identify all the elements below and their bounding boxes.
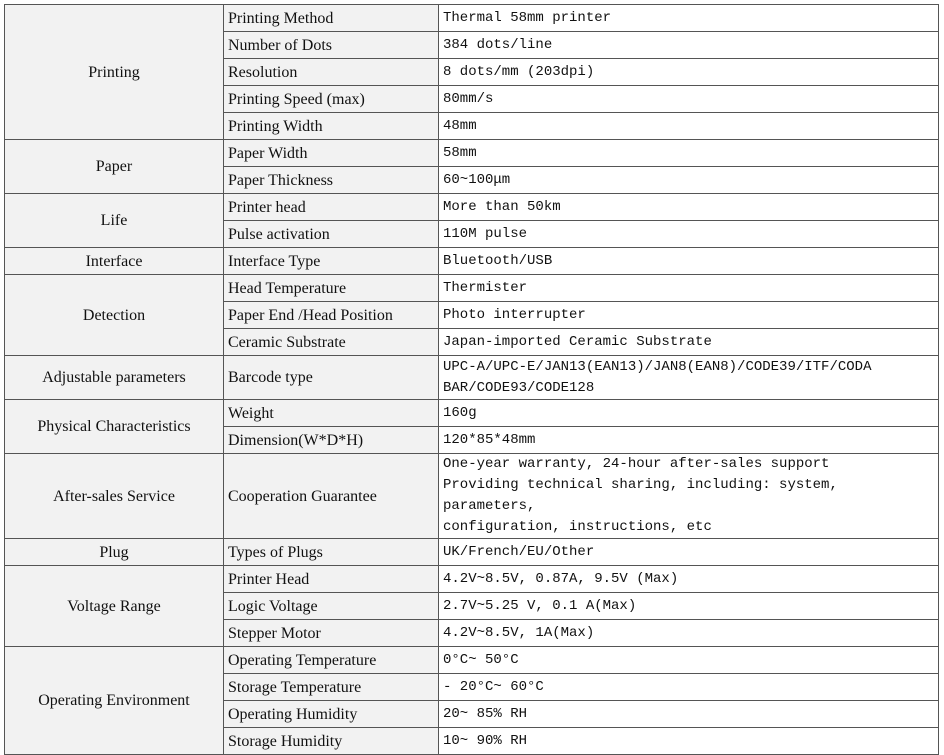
param-value: 4.2V~8.5V, 1A(Max) [439, 620, 939, 647]
category-paper: Paper [5, 140, 224, 194]
table-row [5, 356, 939, 400]
table-row [5, 566, 939, 593]
table-row [5, 454, 939, 539]
param-value: 48mm [439, 113, 939, 140]
param-value: 160g [439, 400, 939, 427]
param-value: 10~ 90% RH [439, 728, 939, 755]
param-label: Interface Type [224, 248, 439, 275]
param-label: Operating Humidity [224, 701, 439, 728]
category-after-sales-service: After-sales Service [5, 454, 224, 539]
value-line: BAR/CODE93/CODE128 [443, 379, 595, 396]
param-label: Weight [224, 400, 439, 427]
param-label: Printing Method [224, 5, 439, 32]
param-label: Paper Thickness [224, 167, 439, 194]
param-value: UK/French/EU/Other [439, 539, 939, 566]
param-label: Storage Temperature [224, 674, 439, 701]
param-value: 58mm [439, 140, 939, 167]
table-row [5, 647, 939, 674]
param-value: 384 dots/line [439, 32, 939, 59]
param-value: 60~100μm [439, 167, 939, 194]
param-label: Barcode type [224, 356, 439, 400]
param-value: 0°C~ 50°C [439, 647, 939, 674]
category-printing: Printing [5, 5, 224, 140]
param-value: 4.2V~8.5V, 0.87A, 9.5V (Max) [439, 566, 939, 593]
category-life: Life [5, 194, 224, 248]
category-plug: Plug [5, 539, 224, 566]
table-row [5, 400, 939, 427]
param-value: Thermister [439, 275, 939, 302]
param-label: Head Temperature [224, 275, 439, 302]
param-value: Thermal 58mm printer [439, 5, 939, 32]
param-value: 8 dots/mm (203dpi) [439, 59, 939, 86]
param-label: Paper End /Head Position [224, 302, 439, 329]
param-value: 20~ 85% RH [439, 701, 939, 728]
param-label: Pulse activation [224, 221, 439, 248]
value-line: configuration, instructions, etc [443, 519, 712, 535]
param-value [439, 356, 939, 400]
table-row [5, 275, 939, 302]
param-label: Logic Voltage [224, 593, 439, 620]
param-label: Printing Width [224, 113, 439, 140]
param-label: Cooperation Guarantee [224, 454, 439, 539]
category-voltage-range: Voltage Range [5, 566, 224, 647]
param-label: Printer head [224, 194, 439, 221]
category-detection: Detection [5, 275, 224, 356]
param-value: More than 50km [439, 194, 939, 221]
param-label: Printing Speed (max) [224, 86, 439, 113]
param-value: 2.7V~5.25 V, 0.1 A(Max) [439, 593, 939, 620]
param-label: Storage Humidity [224, 728, 439, 755]
value-line: UPC-A/UPC-E/JAN13(EAN13)/JAN8(EAN8)/CODE39/ITF/CODA [443, 358, 872, 375]
param-value: - 20°C~ 60°C [439, 674, 939, 701]
value-line: One-year warranty, 24-hour after-sales support [443, 456, 830, 472]
table-row [5, 140, 939, 167]
param-value: 110M pulse [439, 221, 939, 248]
param-label: Number of Dots [224, 32, 439, 59]
param-label: Types of Plugs [224, 539, 439, 566]
value-line: Providing technical sharing, including: system, parameters, [443, 477, 838, 514]
param-value: 80mm/s [439, 86, 939, 113]
param-label: Stepper Motor [224, 620, 439, 647]
category-operating-environment: Operating Environment [5, 647, 224, 755]
table-row [5, 248, 939, 275]
param-value: 120*85*48mm [439, 427, 939, 454]
param-label: Dimension(W*D*H) [224, 427, 439, 454]
param-label: Paper Width [224, 140, 439, 167]
param-value: Japan-imported Ceramic Substrate [439, 329, 939, 356]
param-label: Operating Temperature [224, 647, 439, 674]
category-interface: Interface [5, 248, 224, 275]
table-row [5, 5, 939, 32]
param-label: Resolution [224, 59, 439, 86]
category-adjustable-parameters: Adjustable parameters [5, 356, 224, 400]
table-row [5, 539, 939, 566]
table-row [5, 194, 939, 221]
param-value [439, 454, 939, 539]
category-physical-characteristics: Physical Characteristics [5, 400, 224, 454]
specification-table [4, 4, 939, 755]
param-value: Photo interrupter [439, 302, 939, 329]
param-value: Bluetooth/USB [439, 248, 939, 275]
param-label: Ceramic Substrate [224, 329, 439, 356]
param-label: Printer Head [224, 566, 439, 593]
